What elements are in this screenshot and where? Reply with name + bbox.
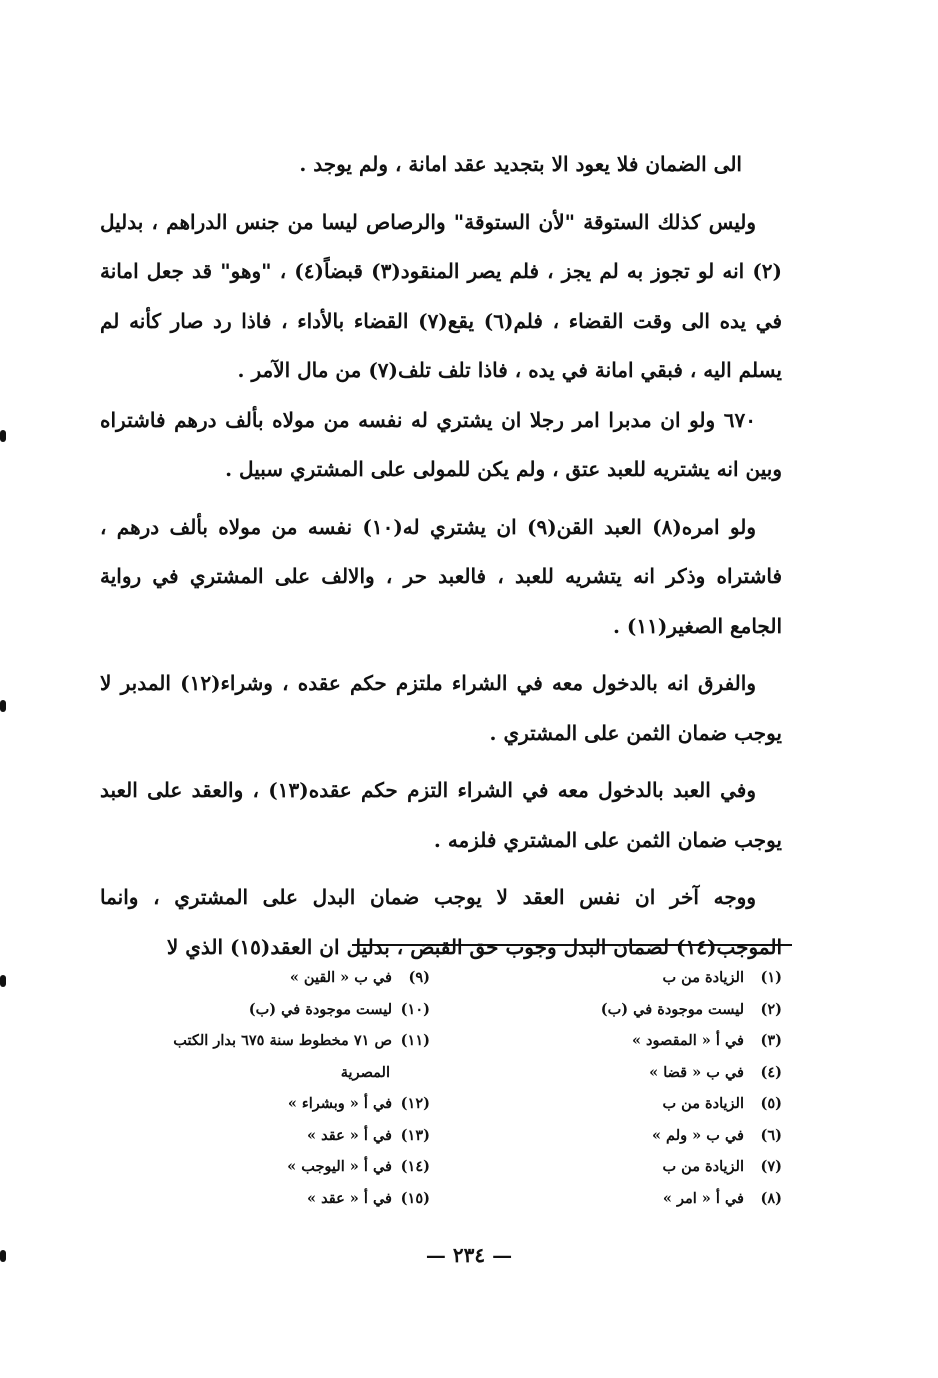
scan-edge-mark <box>0 1250 6 1262</box>
footnotes-right-column <box>452 962 782 1214</box>
footnote: (٢)ليست موجودة في (ب) <box>600 1000 782 1018</box>
paragraph-7: ووجه آخر ان نفس العقد لا يوجب ضمان البدل على المشتري ، وانما الموجب(١٤) لضمان البدل وجوب حق القبض ، بدليل ان العقد(١٥) الذي لا <box>100 885 782 959</box>
footnote: (٤)في ب « قضا » <box>649 1063 782 1081</box>
footnote: (٣)في أ « المقصود » <box>631 1032 782 1049</box>
footnote: (١٢)في أ « وبشراء » <box>287 1095 430 1112</box>
footnote: (٨)في أ « امر » <box>662 1189 782 1207</box>
paragraph-4: ولو امره(٨) العبد القن(٩) ان يشتري له(١٠) نفسه من مولاه بألف درهم ، فاشتراه وذكر انه يتشريه للعبد ، فالعبد حر ، والالف على المشتري في رواية الجامع الصغير(١١) . <box>100 514 782 638</box>
footnote: (١٣)في أ « عقد » <box>307 1126 430 1144</box>
footnote: (١٥)في أ « عقد » <box>307 1189 430 1207</box>
paragraph-6: وفي العبد بالدخول معه في الشراء التزم حكم عقده(١٣) ، والعقد على العبد يوجب ضمان الثمن على المشتري فلزمه . <box>100 778 782 852</box>
paragraph-5: والفرق انه بالدخول معه في الشراء ملتزم حكم عقده ، وشراء(١٢) المدبر لا يوجب ضمان الثمن على المشتري . <box>100 671 782 745</box>
paragraph-1: الى الضمان فلا يعود الا بتجديد عقد امانة ، ولم يوجد . <box>299 152 742 176</box>
scan-edge-mark <box>0 975 6 987</box>
main-text <box>100 140 782 972</box>
paragraph-3: ٦٧٠ ولو ان مدبرا امر رجلا ان يشتري له نفسه من مولاه بألف درهم فاشتراه وبين انه يشتريه للعبد عتق ، ولم يكن للمولى على المشتري سبيل . <box>100 407 782 481</box>
footnotes-left-column <box>100 962 430 1214</box>
scan-edge-mark <box>0 700 6 712</box>
footnote: (٥)الزيادة من ب <box>662 1095 782 1112</box>
footnote: (١٠)ليست موجودة في (ب) <box>248 1000 430 1018</box>
page-number: — ٢٣٤ — <box>425 1243 513 1267</box>
footnote: (٩)في ب « القين » <box>289 969 430 986</box>
footnote: (١٤)في أ « اليوجب » <box>287 1158 430 1175</box>
footnote: (٧)الزيادة من ب <box>662 1158 782 1175</box>
paragraph-2: وليس كذلك الستوقة "لأن الستوقة" والرصاص ليسا من جنس الدراهم ، بدليل (٢) انه لو تجوز به لم يجز ، فلم يصر المنقود(٣) قبضاً(٤) ، "وهو" قد جعل امانة في يده الى وقت القضاء ، فلم(٦) يقع(٧) القضاء بالأداء ، فاذا رد صار كأنه لم يسلم اليه ، فبقي امانة في يده ، فاذا تلف تلف(٧) من مال الآمر . <box>100 209 783 382</box>
footnote: (١)الزيادة من ب <box>662 969 782 986</box>
footnote: (٦)في ب « ولم » <box>651 1126 782 1144</box>
footnote-divider <box>352 944 792 946</box>
scan-edge-mark <box>0 430 6 442</box>
footnote: (١١)ص ٧١ مخطوط سنة ٦٧٥ بدار الكتب المصرية <box>173 1032 430 1081</box>
